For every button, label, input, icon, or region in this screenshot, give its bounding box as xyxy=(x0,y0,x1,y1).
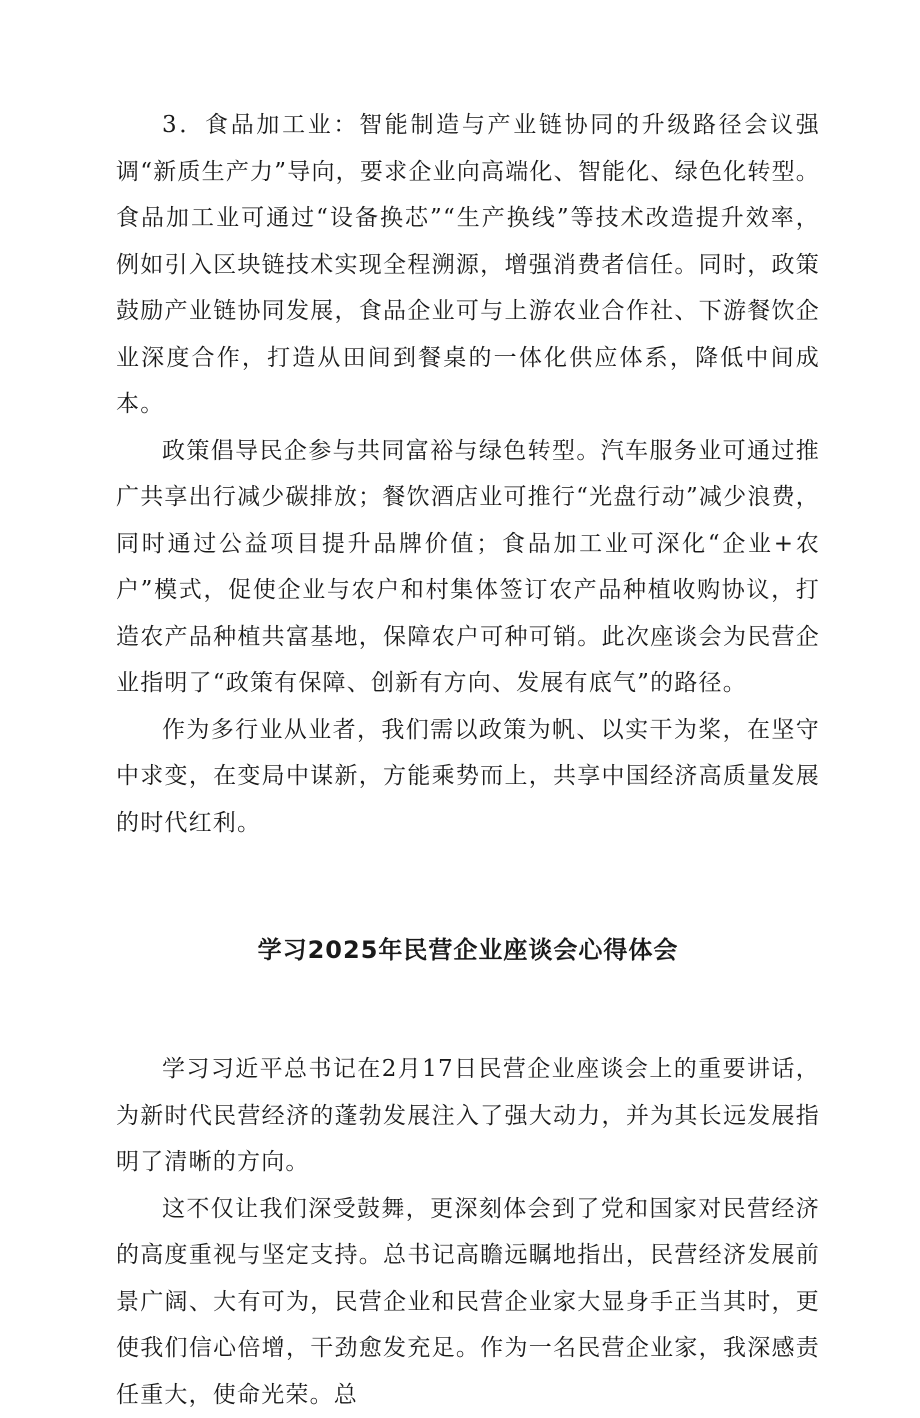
paragraph-reflection: 这不仅让我们深受鼓舞，更深刻体会到了党和国家对民营经济的高度重视与坚定支持。总书记高瞻远瞩地指出，民营经济发展前景广阔、大有可为，民营企业和民营企业家大显身手正当其时，更使我们信心倍增，干劲愈发充足。作为一名民营企业家，我深感责任重大，使命光荣。总 xyxy=(116,1186,820,1418)
paragraph-common-prosperity: 政策倡导民企参与共同富裕与绿色转型。汽车服务业可通过推广共享出行减少碳排放；餐饮酒店业可推行“光盘行动”减少浪费，同时通过公益项目提升品牌价值；食品加工业可深化“企业+农户”模式，促使企业与农户和村集体签订农产品种植收购协议，打造农产品种植共富基地，保障农户可种可销。此次座谈会为民营企业指明了“政策有保障、创新有方向、发展有底气”的路径。 xyxy=(116,428,820,707)
paragraph-conclusion: 作为多行业从业者，我们需以政策为帆、以实干为桨，在坚守中求变，在变局中谋新，方能乘势而上，共享中国经济高质量发展的时代红利。 xyxy=(116,707,820,847)
paragraph-food-processing: 3．食品加工业：智能制造与产业链协同的升级路径会议强调“新质生产力”导向，要求企业向高端化、智能化、绿色化转型。食品加工业可通过“设备换芯”“生产换线”等技术改造提升效率，例如引入区块链技术实现全程溯源，增强消费者信任。同时，政策鼓励产业链协同发展，食品企业可与上游农业合作社、下游餐饮企业深度合作，打造从田间到餐桌的一体化供应体系，降低中间成本。 xyxy=(116,102,820,428)
section-title: 学习2025年民营企业座谈会心得体会 xyxy=(116,932,820,968)
paragraph-intro: 学习习近平总书记在2月17日民营企业座谈会上的重要讲话，为新时代民营经济的蓬勃发展注入了强大动力，并为其长远发展指明了清晰的方向。 xyxy=(116,1046,820,1186)
